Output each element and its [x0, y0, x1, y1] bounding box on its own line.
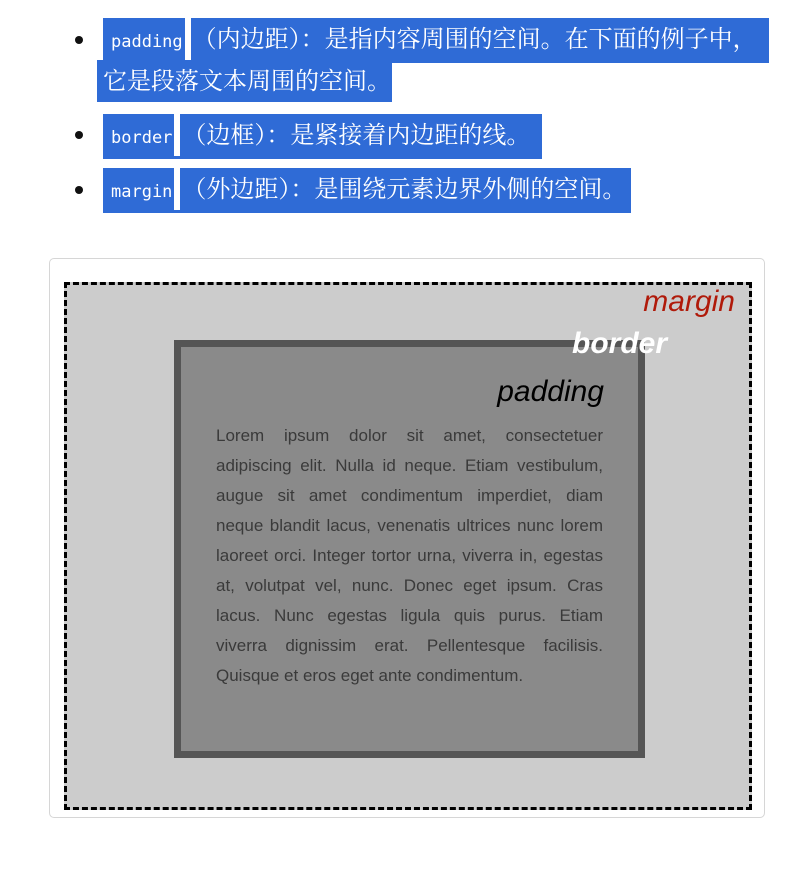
code-margin: margin [111, 182, 173, 202]
border-label: border [572, 327, 668, 360]
bullet-marker [75, 36, 83, 44]
code-border: border [111, 128, 173, 148]
bullet-text: （边框）：是紧接着内边距的线。 [182, 121, 531, 149]
bullet-text: 它是段落文本周围的空间。 [103, 67, 391, 95]
bullet-marker [75, 131, 83, 139]
border-area [174, 340, 645, 758]
box-model-figure [49, 258, 765, 818]
bullet-text: （内边距）：是指内容周围的空间。在下面的例子中， [192, 25, 757, 53]
bullet-item-padding-line2 [97, 60, 392, 102]
margin-label: margin [643, 285, 735, 318]
bullet-text: （外边距）：是围绕元素边界外侧的空间。 [182, 175, 627, 203]
bullet-item-border [103, 114, 542, 159]
margin-area [64, 282, 752, 810]
padding-label: padding [497, 375, 604, 408]
bullet-item-padding [103, 18, 769, 63]
bullet-marker [75, 186, 83, 194]
bullet-item-margin [103, 168, 631, 213]
content-paragraph: Lorem ipsum dolor sit amet, consectetuer adipiscing elit. Nulla id neque. Etiam vestibulum, augue sit amet condimentum imperdiet, diam neque blandit lacus, venenatis ultrices nunc lorem laoreet orci. Integer tortor urna, viverra in, egestas at, volutpat vel, nunc. Donec eget ipsum. Cras lacus. Nunc egestas ligula quis purus. Etiam viverra dignissim erat. Pellentesque facilisis. Quisque et eros eget ante condimentum. [216, 426, 603, 685]
code-padding: padding [111, 32, 183, 52]
